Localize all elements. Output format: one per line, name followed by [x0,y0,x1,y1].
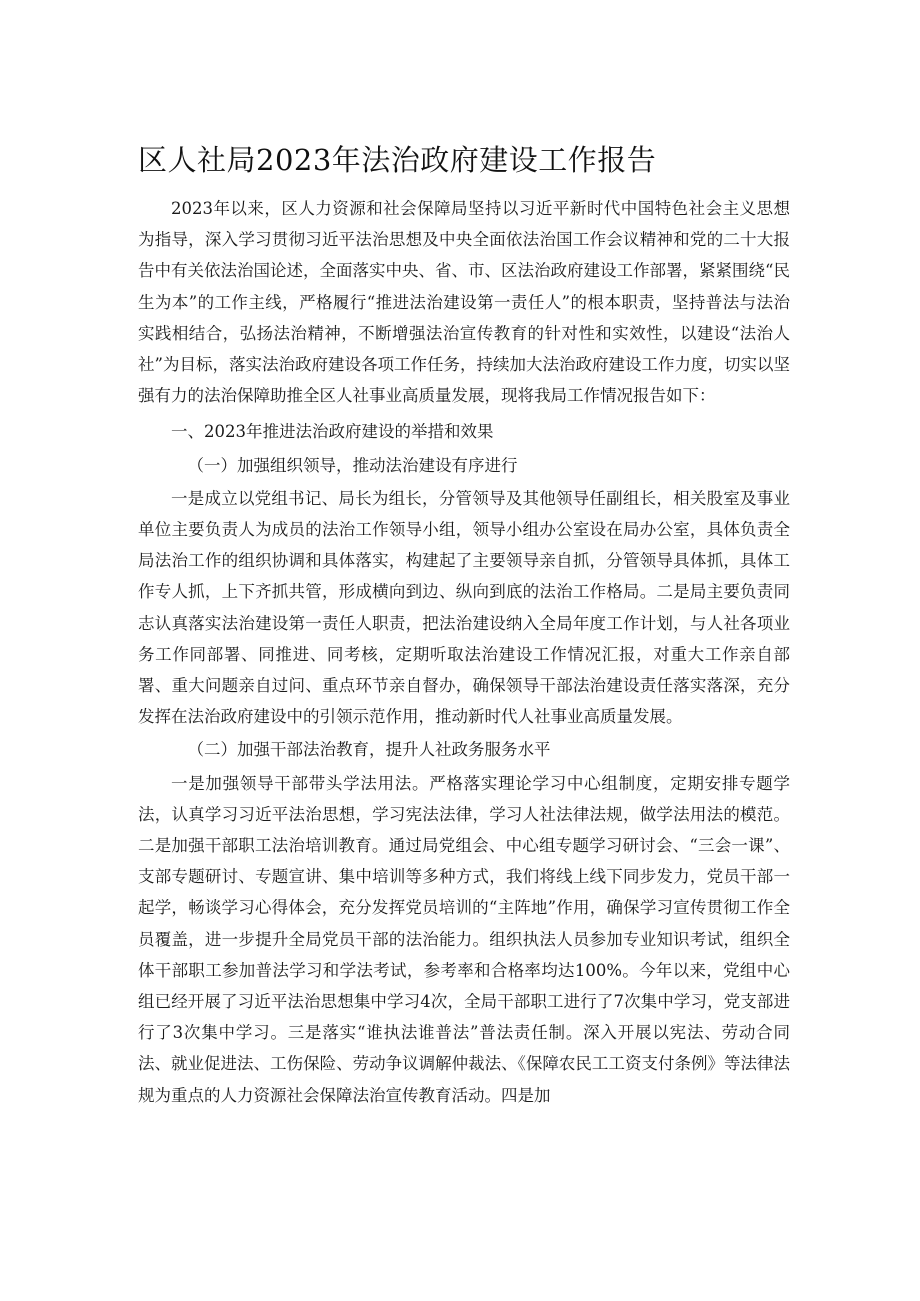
intro-paragraph: 2023年以来，区人力资源和社会保障局坚持以习近平新时代中国特色社会主义思想为指导，深入学习贯彻习近平法治思想及中央全面依法治国工作会议精神和党的二十大报告中有关依法治国论述，全面落实中央、省、市、区法治政府建设工作部署，紧紧围绕“民生为本”的工作主线，严格履行“推进法治建设第一责任人”的根本职责，坚持普法与法治实践相结合，弘扬法治精神，不断增强法治宣传教育的针对性和实效性，以建设“法治人社”为目标，落实法治政府建设各项工作任务，持续加大法治政府建设工作力度，切实以坚强有力的法治保障助推全区人社事业高质量发展，现将我局工作情况报告如下： [138,199,790,406]
subsection-body-1: 一是成立以党组书记、局长为组长，分管领导及其他领导任副组长，相关股室及事业单位主要负责人为成员的法治工作领导小组，领导小组办公室设在局办公室，具体负责全局法治工作的组织协调和具体落实，构建起了主要领导亲自抓，分管领导具体抓，具体工作专人抓，上下齐抓共管，形成横向到边、纵向到底的法治工作格局。二是局主要负责同志认真落实法治建设第一责任人职责，把法治建设纳入全局年度工作计划，与人社各项业务工作同部署、同推进、同考核，定期听取法治建设工作情况汇报，对重大工作亲自部署、重大问题亲自过问、重点环节亲自督办，确保领导干部法治建设责任落实落深，充分发挥在法治政府建设中的引领示范作用，推动新时代人社事业高质量发展。 [138,488,790,727]
document-body [138,193,790,1111]
subsection-heading-2: （二）加强干部法治教育，提升人社政务服务水平 [187,740,551,760]
section-heading-1: 一、2023年推进法治政府建设的举措和效果 [171,422,494,442]
subsection-body-2: 一是加强领导干部带头学法用法。严格落实理论学习中心组制度，定期安排专题学法，认真学习习近平法治思想，学习宪法法律，学习人社法律法规，做学法用法的模范。二是加强干部职工法治培训教育。通过局党组会、中心组专题学习研讨会、“三会一课”、支部专题研讨、专题宣讲、集中培训等多种方式，我们将线上线下同步发力，党员干部一起学，畅谈学习心得体会，充分发挥党员培训的“主阵地”作用，确保学习宣传贯彻工作全员覆盖，进一步提升全局党员干部的法治能力。组织执法人员参加专业知识考试，组织全体干部职工参加普法学习和学法考试，参考率和合格率均达100%。今年以来，党组中心组已经开展了习近平法治思想集中学习4次，全局干部职工进行了7次集中学习，党支部进行了3次集中学习。三是落实“谁执法谁普法”普法责任制。深入开展以宪法、劳动合同法、就业促进法、工伤保险、劳动争议调解仲裁法、《保障农民工工资支付条例》等法律法规为重点的人力资源社会保障法治宣传教育活动。四是加 [138,773,790,1105]
document-title: 区人社局2023年法治政府建设工作报告 [138,143,657,177]
subsection-heading-1: （一）加强组织领导，推动法治建设有序进行 [187,455,518,475]
